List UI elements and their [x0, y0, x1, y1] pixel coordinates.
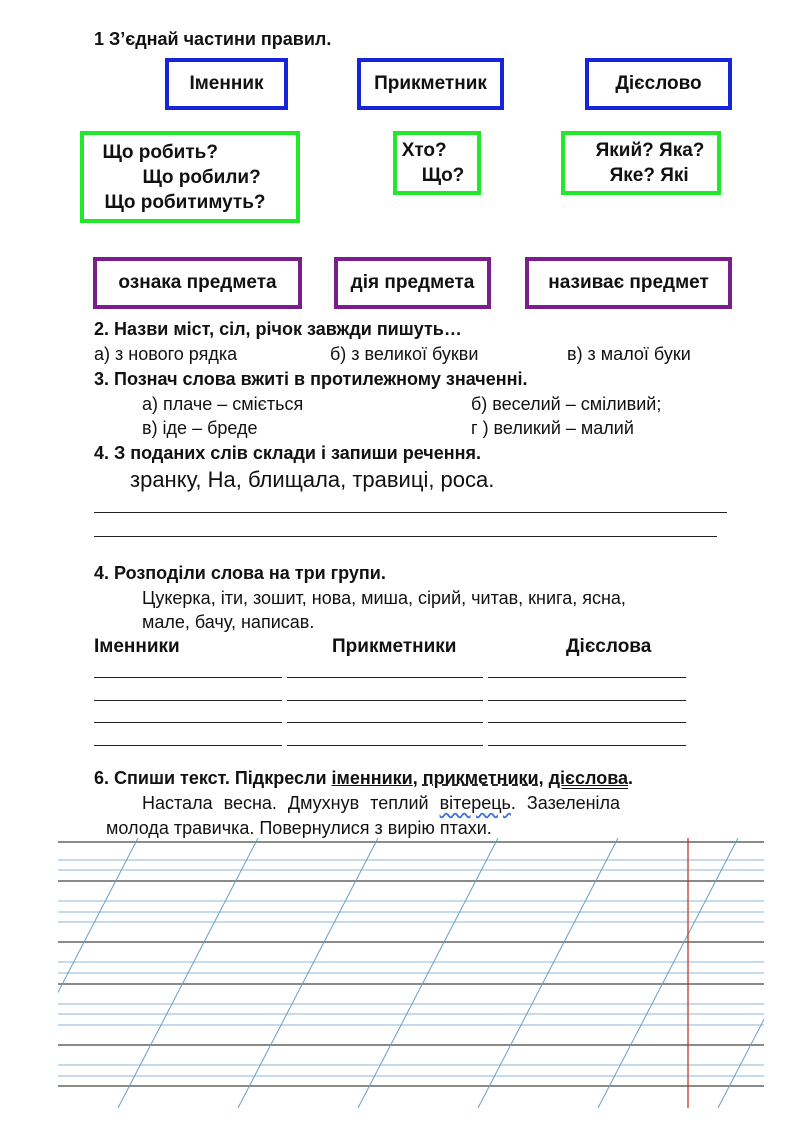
- task6-text-wavy: вітерець: [439, 793, 511, 813]
- meaning-naming-label: називає предмет: [548, 272, 709, 293]
- answer-line[interactable]: [488, 722, 686, 723]
- answer-line[interactable]: [287, 745, 483, 746]
- answer-line[interactable]: [94, 512, 727, 513]
- task4b-words-line2: мале, бачу, написав.: [142, 612, 315, 632]
- answer-line[interactable]: [287, 677, 483, 678]
- answer-line[interactable]: [488, 745, 686, 746]
- writing-lines: [58, 842, 764, 1086]
- task6-title: [94, 768, 633, 789]
- answer-line[interactable]: [94, 722, 282, 723]
- task2-option-c[interactable]: в) з малої буки: [567, 344, 691, 364]
- task3-option-d[interactable]: г ) великий – малий: [471, 418, 634, 438]
- task3-option-b[interactable]: б) веселий – сміливий;: [471, 394, 662, 414]
- question-line: Що робить?: [102, 141, 218, 163]
- task4b-words-line1: Цукерка, іти, зошит, нова, миша, сірий, читав, книга, ясна,: [142, 588, 626, 608]
- meaning-action-label: дія предмета: [350, 272, 475, 293]
- task6-sep: ,: [412, 768, 423, 788]
- part-adjective-box[interactable]: [357, 58, 504, 110]
- task6-nouns: іменники: [331, 768, 413, 788]
- part-noun-label: Іменник: [189, 73, 264, 94]
- writing-area[interactable]: [58, 838, 764, 1108]
- task6-text-part: . Зазеленіла: [510, 793, 621, 813]
- header-adjectives: Прикметники: [332, 636, 457, 657]
- writing-guide-lines: [58, 860, 764, 1076]
- meaning-attribute-label: ознака предмета: [118, 272, 277, 293]
- task2-option-a[interactable]: а) з нового рядка: [94, 344, 238, 364]
- task6-text-part: Настала весна. Дмухнув теплий: [142, 793, 440, 813]
- task3-option-a[interactable]: а) плаче – сміється: [142, 394, 304, 414]
- header-verbs: Дієслова: [566, 636, 652, 657]
- part-adjective-label: Прикметник: [374, 73, 487, 94]
- task4b-title: 4. Розподіли слова на три групи.: [94, 563, 386, 583]
- questions-verb-box[interactable]: [80, 131, 300, 223]
- question-line: Яке? Які: [609, 165, 689, 186]
- task6-text-line1: [142, 793, 738, 814]
- task6-text-line2: молода травичка. Повернулися з вирію птахи.: [106, 818, 492, 838]
- answer-line[interactable]: [488, 677, 686, 678]
- answer-line[interactable]: [488, 700, 686, 701]
- task6-end: .: [628, 768, 634, 788]
- answer-line[interactable]: [94, 745, 282, 746]
- header-nouns: Іменники: [94, 636, 180, 657]
- question-line: Що робитимуть?: [104, 191, 266, 213]
- task4a-words: зранку, На, блищала, травиці, роса.: [130, 467, 495, 492]
- question-line: Хто?: [401, 140, 447, 161]
- task6-title-prefix: 6. Спиши текст. Підкресли: [94, 768, 332, 788]
- answer-line[interactable]: [94, 677, 282, 678]
- answer-line[interactable]: [94, 536, 717, 537]
- answer-line[interactable]: [94, 700, 282, 701]
- question-line: Що робили?: [142, 166, 261, 188]
- task6-verbs: дієслова: [548, 768, 629, 788]
- task3-title: 3. Познач слова вжиті в протилежному значенні.: [94, 369, 528, 389]
- task6-adjectives: прикметники: [422, 768, 539, 788]
- questions-noun-box[interactable]: [393, 131, 481, 195]
- task4a-title: 4. З поданих слів склади і запиши речення.: [94, 443, 481, 463]
- answer-line[interactable]: [287, 722, 483, 723]
- task1-title: 1 З’єднай частини правил.: [94, 29, 332, 49]
- task2-title: 2. Назви міст, сіл, річок завжди пишуть…: [94, 319, 462, 339]
- meaning-attribute-box[interactable]: [93, 257, 302, 309]
- meaning-action-box[interactable]: [334, 257, 491, 309]
- task2-option-b[interactable]: б) з великої букви: [330, 344, 479, 364]
- questions-adjective-box[interactable]: [561, 131, 721, 195]
- part-noun-box[interactable]: [165, 58, 288, 110]
- meaning-naming-box[interactable]: [525, 257, 732, 309]
- part-verb-label: Дієслово: [615, 73, 702, 94]
- task6-sep: ,: [538, 768, 549, 788]
- part-verb-box[interactable]: [585, 58, 732, 110]
- task3-option-c[interactable]: в) іде – бреде: [142, 418, 258, 438]
- answer-line[interactable]: [287, 700, 483, 701]
- question-line: Який? Яка?: [595, 140, 705, 161]
- question-line: Що?: [421, 165, 465, 186]
